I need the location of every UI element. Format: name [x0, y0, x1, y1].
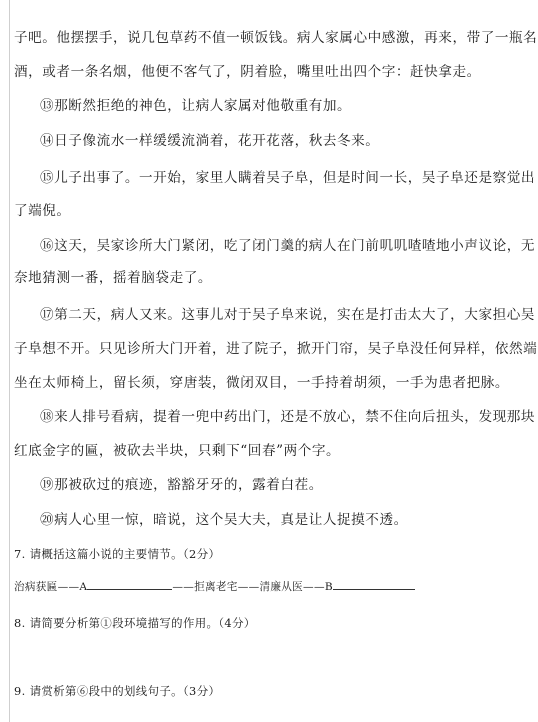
question-8: 8. 请简要分析第①段环境描写的作用。（4分） [14, 616, 256, 630]
paragraph-line: ⑰第二天，病人又来。这事儿对于吴子阜来说，实在是打击太大了，大家担心吴 [40, 307, 536, 323]
answer-prefix: 治病获匾——A [14, 581, 88, 593]
paragraph-line: ⑱来人排号看病，提着一兜中药出门，还是不放心，禁不住向后扭头，发现那块 [40, 409, 536, 425]
answer-blank-b[interactable] [333, 577, 415, 590]
question-9: 9. 请赏析第⑥段中的划线句子。（3分） [14, 684, 221, 698]
paragraph-line: 奈地猜测一番，摇着脑袋走了。 [14, 270, 213, 286]
paragraph-line: 了端倪。 [14, 203, 71, 219]
paragraph-line: ⑬那断然拒绝的神色，让病人家属对他敬重有加。 [40, 98, 352, 114]
left-margin-rule [9, 0, 10, 722]
paragraph-line: ⑭日子像流水一样缓缓流淌着，花开花落，秋去冬来。 [40, 133, 380, 149]
paragraph-line: ⑳病人心里一惊，暗说，这个吴大夫，真是让人捉摸不透。 [40, 512, 408, 528]
paragraph-line: 酒，或者一条名烟，他便不客气了，阴着脸，嘴里吐出四个字：赶快拿走。 [14, 64, 481, 80]
question-7-answer-line [14, 577, 415, 596]
paragraph-line: 红底金字的匾，被砍去半块，只剩下“回春”两个字。 [14, 443, 341, 459]
answer-blank-a[interactable] [87, 577, 172, 590]
paragraph-line: 子吧。他摆摆手，说几包草药不值一顿饭钱。病人家属心中感激，再来，带了一瓶名 [14, 30, 538, 46]
paragraph-line: ⑮儿子出事了。一开始，家里人瞒着吴子阜，但是时间一长，吴子阜还是察觉出 [40, 170, 536, 186]
paragraph-line: ⑲那被砍过的痕迹，豁豁牙牙的，露着白茬。 [40, 477, 323, 493]
question-7: 7. 请概括这篇小说的主要情节。（2分） [14, 547, 221, 561]
paragraph-line: 坐在太师椅上，留长须，穿唐装，微闭双目，一手持着胡须，一手为患者把脉。 [14, 375, 510, 391]
paragraph-line: 子阜想不开。只见诊所大门开着，进了院子，掀开门帘，吴子阜没任何异样，依然端 [14, 341, 538, 357]
answer-middle: ——拒离老宅——清廉从医——B [172, 581, 333, 593]
paragraph-line: ⑯这天，吴家诊所大门紧闭，吃了闭门羹的病人在门前叽叽喳喳地小声议论，无 [40, 238, 536, 254]
